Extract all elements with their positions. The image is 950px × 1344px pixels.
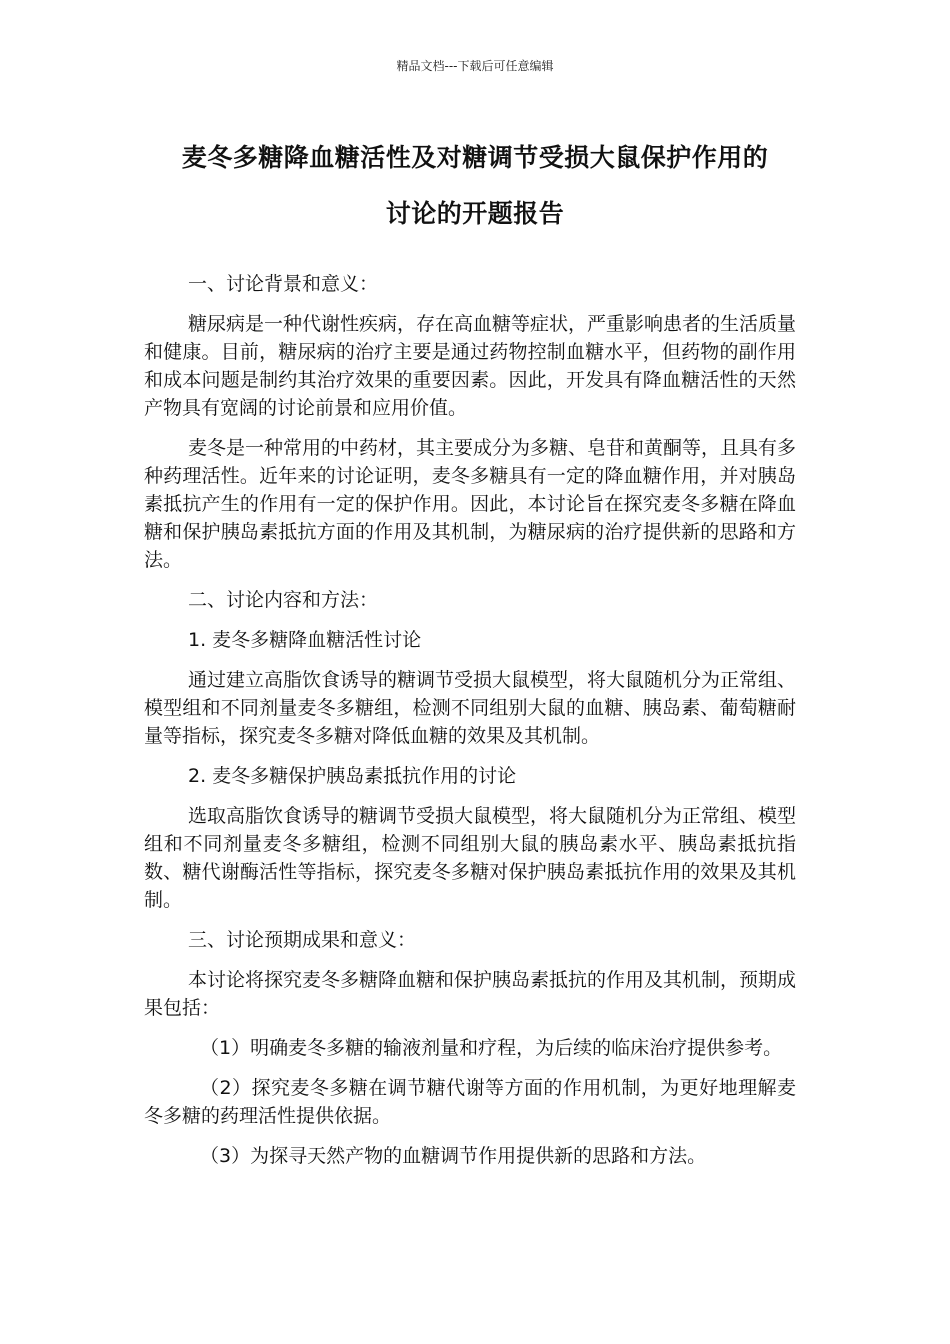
paragraph-background-1: 糖尿病是一种代谢性疾病，存在高血糖等症状，严重影响患者的生活质量和健康。目前，糖尿病的治疗主要是通过药物控制血糖水平，但药物的副作用和成本问题是制约其治疗效果的重要因素。因此，开发具有降血糖活性的天然产物具有宽阔的讨论前景和应用价值。 (144, 313, 797, 419)
outcome-item-2: （2）探究麦冬多糖在调节糖代谢等方面的作用机制，为更好地理解麦冬多糖的药理活性提供依据。 (144, 1077, 796, 1127)
paragraph-methods-2: 选取高脂饮食诱导的糖调节受损大鼠模型，将大鼠随机分为正常组、模型组和不同剂量麦冬多糖组，检测不同组别大鼠的胰岛素水平、胰岛素抵抗指数、糖代谢酶活性等指标，探究麦冬多糖对保护胰岛素抵抗作用的效果及其机制。 (144, 805, 797, 911)
section-heading-outcomes: 三、讨论预期成果和意义： (188, 929, 417, 951)
section-heading-methods: 二、讨论内容和方法： (188, 589, 379, 611)
document-title-line2: 讨论的开题报告 (385, 199, 565, 228)
subheading-insulin-resistance: 2. 麦冬多糖保护胰岛素抵抗作用的讨论 (188, 765, 517, 787)
paragraph-outcomes: 本讨论将探究麦冬多糖降血糖和保护胰岛素抵抗的作用及其机制，预期成果包括： (144, 969, 797, 1019)
outcome-item-3: （3）为探寻天然产物的血糖调节作用提供新的思路和方法。 (200, 1145, 707, 1167)
page-header: 精品文档---下载后可任意编辑 (396, 59, 554, 73)
document-body (144, 270, 796, 1182)
paragraph-methods-1: 通过建立高脂饮食诱导的糖调节受损大鼠模型，将大鼠随机分为正常组、模型组和不同剂量麦冬多糖组，检测不同组别大鼠的血糖、胰岛素、葡萄糖耐量等指标，探究麦冬多糖对降低血糖的效果及其机制。 (144, 669, 797, 747)
outcome-item-1: （1）明确麦冬多糖的输液剂量和疗程，为后续的临床治疗提供参考。 (200, 1037, 783, 1059)
paragraph-background-2: 麦冬是一种常用的中药材，其主要成分为多糖、皂苷和黄酮等，且具有多种药理活性。近年来的讨论证明，麦冬多糖具有一定的降血糖作用，并对胰岛素抵抗产生的作用有一定的保护作用。因此，本讨论旨在探究麦冬多糖在降血糖和保护胰岛素抵抗方面的作用及其机制，为糖尿病的治疗提供新的思路和方法。 (144, 437, 797, 571)
section-heading-background: 一、讨论背景和意义： (188, 273, 379, 295)
subheading-hypoglycemic: 1. 麦冬多糖降血糖活性讨论 (188, 629, 422, 651)
document-title-line1: 麦冬多糖降血糖活性及对糖调节受损大鼠保护作用的 (181, 143, 769, 172)
